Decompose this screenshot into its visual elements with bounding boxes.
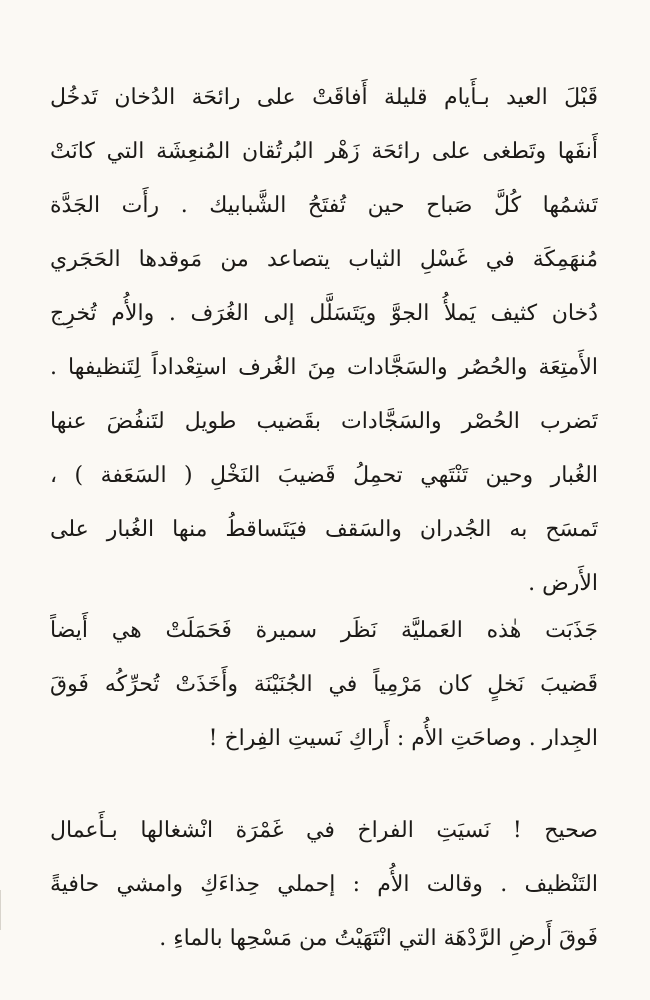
text-line: تَشمُها كُلَّ صَباح حين تُفتَحُ الشَّبابيك . رأَت الجَدَّة bbox=[50, 193, 598, 218]
text-line: مُنهَمِكَة في غَسْلِ الثياب يتصاعد من مَوقدها الحَجَري bbox=[50, 247, 598, 272]
paragraph-2 bbox=[50, 604, 598, 766]
text-line: الأَمتِعَة والحُصُر والسَجَّادات مِنَ الغُرف استِعْداداً لِتَنظيفها . bbox=[50, 355, 598, 380]
text-line: قَبْلَ العيد بـأَيام قليلة أَفاقَتْ على رائحَة الدُخان تَدخُل bbox=[50, 85, 598, 110]
text-line: الجِدار . وصاحَتِ الأُم : أَراكِ نَسيتِ الفِراخ ! bbox=[208, 726, 598, 751]
paragraph-1 bbox=[50, 71, 598, 611]
text-line: تَضرب الحُصْر والسَجَّادات بقَضيب طويل لتَنفُضَ عنها bbox=[50, 409, 598, 434]
text-line: فَوقَ أَرضِ الرَّدْهَة التي انْتَهَيْتُ من مَسْحِها بالماءِ . bbox=[159, 926, 598, 951]
text-line: قَضيبَ نَخلٍ كان مَرْمِياً في الجُنَيْنَة وأَخَذَتْ تُحرِّكُه فَوقَ bbox=[50, 672, 598, 697]
paragraph-3 bbox=[50, 804, 598, 966]
text-line: دُخان كثيف يَملأُ الجوَّ ويَتَسَلَّل إلى الغُرَف . والأُم تُخرِج bbox=[50, 301, 598, 326]
text-line: أَنفَها وتَطغى على رائحَة زَهْر البُرتُقان المُنعِشَة التي كانَتْ bbox=[50, 139, 598, 164]
page-edge-shadow bbox=[0, 890, 1, 930]
text-line: الأَرض . bbox=[528, 571, 598, 596]
text-line: تَمسَح به الجُدران والسَقف فيَتَساقطُ منها الغُبار على bbox=[50, 517, 598, 542]
text-line: صحيح ! نَسيَتِ الفراخ في غَمْرَة انْشغالها بـأَعمال bbox=[50, 818, 598, 843]
text-line: جَذَبَت هٰذه العَمليَّة نَظَر سميرة فَحَمَلَتْ هي أَيضاً bbox=[50, 618, 598, 643]
text-line: الغُبار وحين تَنْتَهي تحمِلُ قَضيبَ النَخْلِ ( السَعَفة ) ، bbox=[50, 463, 598, 488]
text-line: التَنْظيف . وقالت الأُم : إحملي حِذاءَكِ وامشي حافيةً bbox=[50, 872, 598, 897]
